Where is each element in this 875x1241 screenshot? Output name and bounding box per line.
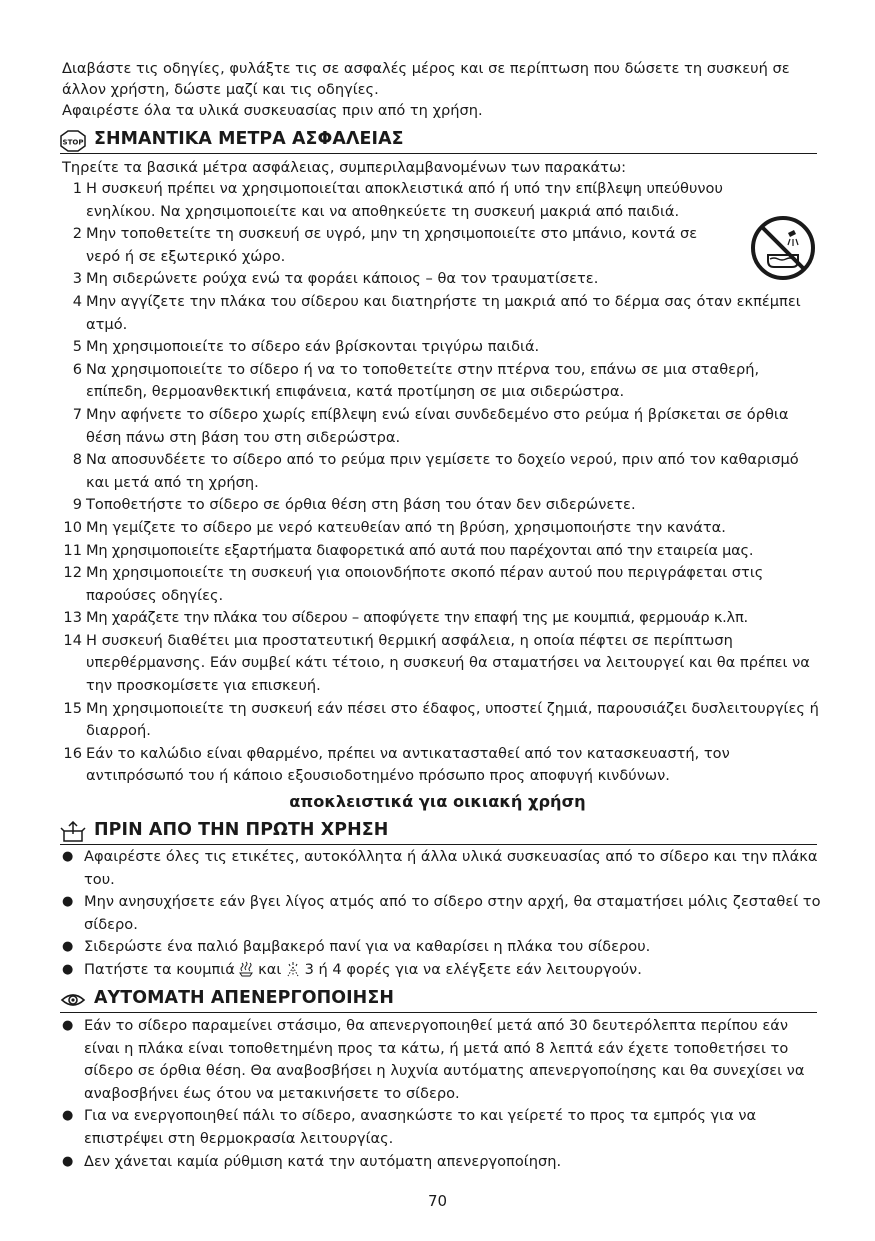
item-text bbox=[84, 959, 822, 982]
auto-off-title: ΑΥΤΟΜΑΤΗ ΑΠΕΝΕΡΓΟΠΟΙΗΣΗ bbox=[94, 988, 394, 1008]
item-number: 4 bbox=[72, 292, 82, 310]
item-number: 15 bbox=[63, 699, 82, 717]
intro-text bbox=[62, 58, 822, 121]
unpack-box-icon bbox=[60, 821, 86, 843]
item-text: Μην αγγίζετε την πλάκα του σίδερου και διατηρήστε τη μακριά από το δέρμα σας όταν εκπέμπει ατμό. bbox=[86, 292, 801, 333]
item-text: Δεν χάνεται καμία ρύθμιση κατά την αυτόματη απενεργοποίηση. bbox=[84, 1152, 562, 1170]
eye-icon bbox=[60, 989, 86, 1011]
item-number: 13 bbox=[63, 609, 82, 627]
item-text: Μη χρησιμοποιείτε τη συσκευή εάν πέσει στο έδαφος, υποστεί ζημιά, παρουσιάζει δυσλειτουργίες ή διαρροή. bbox=[86, 699, 819, 740]
list-item bbox=[62, 959, 822, 982]
item-text: Μην αφήνετε το σίδερο χωρίς επίβλεψη ενώ είναι συνδεδεμένο στο ρεύμα ή βρίσκεται σε όρθια θέση πάνω στη βάση του στη σιδερώστρα. bbox=[86, 405, 789, 446]
item-text: Να χρησιμοποιείτε το σίδερο ή να το τοποθετείτε στην πτέρνα του, επάνω σε μια σταθερή, επίπεδη, θερμοανθεκτική επιφάνεια, κατά προτίμηση σε μια σιδερώστρα. bbox=[86, 360, 760, 401]
page-number: 70 bbox=[427, 1192, 448, 1210]
before-first-use-title: ΠΡΙΝ ΑΠΟ ΤΗΝ ΠΡΩΤΗ ΧΡΗΣΗ bbox=[94, 820, 389, 840]
stop-sign-icon bbox=[60, 130, 86, 152]
spray-icon bbox=[286, 961, 300, 977]
item-number: 11 bbox=[63, 541, 82, 559]
item-number: 10 bbox=[63, 518, 82, 536]
stop-sign-text: STOP bbox=[62, 138, 84, 147]
safety-heading bbox=[60, 129, 817, 154]
list-item bbox=[57, 517, 822, 540]
item-text: Εάν το σίδερο παραμείνει στάσιμο, θα απενεργοποιηθεί μετά από 30 δευτερόλεπτα περίπου εάν είναι η πλάκα είναι τοποθετημένη προς τα κάτω, ή μετά από 8 λεπτά εάν έχετε τοποθετήσει το σίδερο σε όρθια θέση. Θα αναβοσβήσει η λυχνία αυτόματης απενεργοποίησης και θα συνεχίσει να αναβοσβήνει έως ότου να μετακινήσετε το σίδερο. bbox=[84, 1017, 805, 1102]
item-text: Σιδερώστε ένα παλιό βαμβακερό πανί για να καθαρίσει η πλάκα του σίδερου. bbox=[84, 938, 651, 956]
item-number: 9 bbox=[72, 496, 82, 514]
item-number: 5 bbox=[72, 338, 82, 356]
list-item bbox=[62, 936, 822, 959]
item-text: Η συσκευή διαθέτει μια προστατευτική θερμική ασφάλεια, η οποία πέφτει σε περίπτωση υπερθέρμανσης. Εάν συμβεί κάτι τέτοιο, η συσκευή θα σταματήσει να λειτουργεί και θα πρέπει να την προσκομίσετε για επισκευή. bbox=[86, 631, 810, 695]
item-text: Η συσκευή πρέπει να χρησιμοποιείται αποκλειστικά από ή υπό την επίβλεψη υπεύθυνου ενηλίκου. Να χρησιμοποιείτε και να αποθηκεύετε τη συσκευή μακριά από παιδιά. bbox=[86, 180, 723, 220]
list-item bbox=[57, 607, 822, 630]
list-item bbox=[57, 743, 822, 788]
item-number: 14 bbox=[63, 631, 82, 649]
list-item bbox=[62, 1151, 822, 1174]
item-number: 8 bbox=[72, 451, 82, 469]
intro-line-2: Αφαιρέστε όλα τα υλικά συσκευασίας πριν από τη χρήση. bbox=[62, 102, 483, 119]
item-text: Μη σιδερώνετε ρούχα ενώ τα φοράει κάποιος – θα τον τραυματίσετε. bbox=[86, 270, 599, 288]
bullet-icon: ● bbox=[62, 894, 74, 910]
item-text: Μη χρησιμοποιείτε εξαρτήματα διαφορετικά από αυτά που παρέχονται από την εταιρεία μας. bbox=[86, 541, 754, 559]
item-text: Μη χρησιμοποιείτε τη συσκευή για οποιονδήποτε σκοπό πέραν αυτού που περιγράφεται στις παρούσες οδηγίες. bbox=[86, 564, 764, 604]
list-item bbox=[57, 562, 822, 607]
item-number: 16 bbox=[63, 744, 82, 762]
item-text: Να αποσυνδέετε το σίδερο από το ρεύμα πριν γεμίσετε το δοχείο νερού, πριν από τον καθαρισμό και μετά από τη χρήση. bbox=[86, 451, 799, 491]
list-item bbox=[57, 336, 822, 359]
list-item bbox=[57, 359, 822, 404]
item-text: Μην τοποθετείτε τη συσκευή σε υγρό, μην τη χρησιμοποιείτε στο μπάνιο, κοντά σε νερό ή σε εξωτερικό χώρο. bbox=[86, 225, 698, 265]
list-item bbox=[62, 891, 822, 936]
auto-off-heading bbox=[60, 988, 817, 1013]
list-item bbox=[62, 1105, 822, 1150]
item-number: 1 bbox=[72, 180, 82, 197]
list-item bbox=[57, 268, 822, 291]
item-text-part-2: και bbox=[258, 960, 282, 978]
list-item bbox=[57, 630, 822, 698]
item-text: Τοποθετήστε το σίδερο σε όρθια θέση στη βάση του όταν δεν σιδερώνετε. bbox=[86, 496, 636, 514]
list-item bbox=[62, 846, 822, 891]
item-text: Μη γεμίζετε το σίδερο με νερό κατευθείαν από τη βρύση, χρησιμοποιήστε την κανάτα. bbox=[86, 518, 726, 536]
item-text-part-1: Πατήστε τα κουμπιά bbox=[84, 960, 235, 978]
item-number: 3 bbox=[72, 270, 82, 288]
item-text-part-3: 3 ή 4 φορές για να ελέγξετε εάν λειτουργούν. bbox=[304, 960, 642, 978]
list-item bbox=[57, 178, 822, 223]
list-item bbox=[57, 291, 822, 336]
item-text: Μη χρησιμοποιείτε το σίδερο εάν βρίσκονται τριγύρω παιδιά. bbox=[86, 338, 540, 356]
before-first-use-heading bbox=[60, 820, 817, 845]
bullet-icon: ● bbox=[62, 1153, 74, 1169]
bullet-icon: ● bbox=[62, 961, 74, 977]
household-use-note: αποκλειστικά για οικιακή χρήση bbox=[289, 792, 586, 811]
list-item bbox=[57, 540, 822, 563]
safety-lead: Τηρείτε τα βασικά μέτρα ασφάλειας, συμπεριλαμβανομένων των παρακάτω: bbox=[62, 159, 627, 176]
list-item bbox=[57, 449, 822, 494]
item-text: Για να ενεργοποιηθεί πάλι το σίδερο, ανασηκώστε το και γείρετέ το προς τα εμπρός για να επιστρέψει στη θερμοκρασία λειτουργίας. bbox=[84, 1107, 757, 1147]
item-number: 7 bbox=[72, 405, 82, 423]
list-item bbox=[57, 698, 822, 743]
list-item bbox=[57, 223, 822, 268]
intro-line-1: Διαβάστε τις οδηγίες, φυλάξτε τις σε ασφαλές μέρος και σε περίπτωση που δώσετε τη συσκευή σε άλλον χρήστη, δώστε μαζί και τις οδηγίες. bbox=[62, 60, 790, 98]
safety-title: ΣΗΜΑΝΤΙΚΑ ΜΕΤΡΑ ΑΣΦΑΛΕΙΑΣ bbox=[94, 129, 404, 149]
bullet-icon: ● bbox=[62, 1018, 74, 1033]
item-text: Μην ανησυχήσετε εάν βγει λίγος ατμός από το σίδερο στην αρχή, θα σταματήσει μόλις ζεσταθεί το σίδερο. bbox=[84, 893, 821, 933]
item-number: 12 bbox=[63, 564, 82, 582]
steam-burst-icon bbox=[239, 961, 253, 977]
list-item bbox=[57, 404, 822, 449]
item-text: Αφαιρέστε όλες τις ετικέτες, αυτοκόλλητα ή άλλα υλικά συσκευασίας από το σίδερο και την πλάκα του. bbox=[84, 848, 818, 888]
list-item bbox=[62, 1015, 822, 1105]
auto-off-list bbox=[62, 1015, 822, 1173]
before-first-use-list bbox=[62, 846, 822, 982]
bullet-icon: ● bbox=[62, 849, 74, 864]
item-text: Εάν το καλώδιο είναι φθαρμένο, πρέπει να αντικατασταθεί από τον κατασκευαστή, τον αντιπρόσωπό του ή κάποιο εξουσιοδοτημένο πρόσωπο προς αποφυγή κινδύνων. bbox=[86, 744, 730, 785]
bullet-icon: ● bbox=[62, 1108, 74, 1124]
safety-list bbox=[57, 178, 822, 788]
item-text: Μη χαράζετε την πλάκα του σίδερου – αποφύγετε την επαφή της με κουμπιά, φερμουάρ κ.λπ. bbox=[86, 609, 748, 627]
item-number: 6 bbox=[72, 360, 82, 378]
list-item bbox=[57, 494, 822, 517]
item-number: 2 bbox=[72, 225, 82, 243]
bullet-icon: ● bbox=[62, 939, 74, 955]
